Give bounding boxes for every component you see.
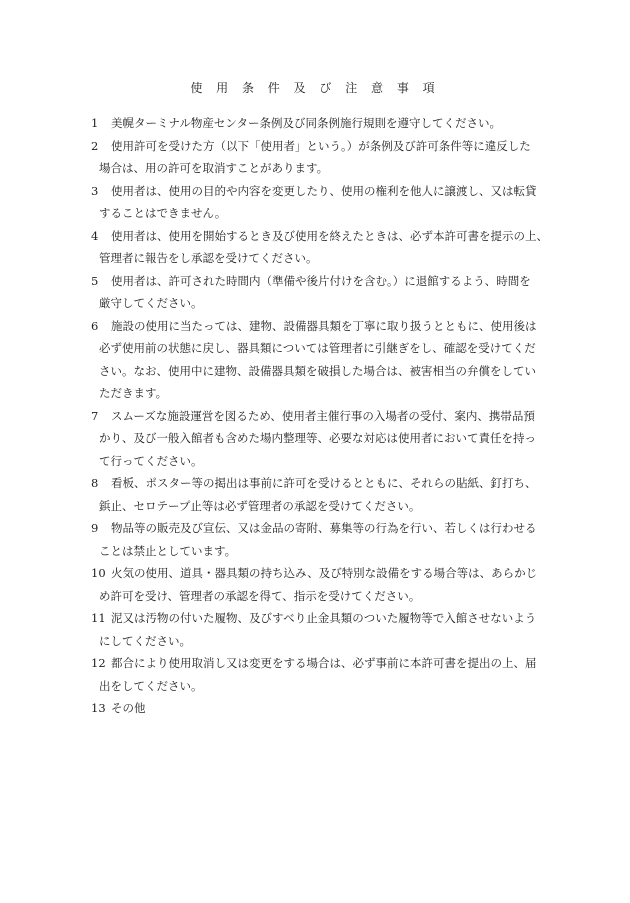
item-number: 5	[91, 273, 99, 288]
item-text-line: ことは禁止としています。	[99, 543, 237, 558]
item-number: 12	[91, 656, 106, 670]
item-text-line: 泥又は汚物の付いた履物、及びすべり止金具類のついた履物等で入館させないよう	[111, 611, 537, 625]
list-item	[91, 225, 561, 270]
item-text-line: 使用許可を受けた方（以下「使用者」という。）が条例及び許可条件等に違反した	[111, 138, 531, 153]
item-number: 13	[91, 701, 106, 715]
list-item	[91, 562, 561, 607]
item-text-line: 火気の使用、道具・器具類の持ち込み、及び特別な設備をする場合等は、あらかじ	[111, 566, 538, 580]
item-text-line: 施設の使用に当たっては、建物、設備器具類を丁寧に取り扱うとともに、使用後は	[111, 318, 537, 333]
item-text-line: することはできません。	[99, 206, 227, 220]
terms-list	[91, 112, 561, 720]
list-item	[91, 270, 561, 315]
item-number: 7	[91, 408, 99, 423]
item-text-line: て行ってください。	[99, 453, 203, 468]
item-text-line: 管理者に報告をし承認を受けてください。	[99, 251, 318, 265]
item-number: 1	[91, 116, 99, 130]
item-text-line: 看板、ポスター等の掲出は事前に許可を受けるとともに、それらの貼紙、釘打ち、	[111, 476, 537, 490]
item-number: 4	[91, 228, 99, 243]
item-text-line: さい。なお、使用中に建物、設備器具類を破損した場合は、被害相当の弁償をしてい	[99, 363, 536, 378]
item-text-line: かり、及び一般入館者も含めた場内整理等、必要な対応は使用者において責任を持っ	[99, 431, 536, 445]
item-text-line: 使用者は、許可された時間内（準備や後片付けを含む。）に退館するよう、時間を	[111, 273, 531, 288]
list-item	[91, 180, 561, 225]
list-item	[91, 472, 561, 517]
list-item	[91, 112, 561, 135]
item-text-line: 使用者は、使用の目的や内容を変更したり、使用の権利を他人に譲渡し、又は転貸	[111, 183, 537, 198]
item-text-line: 使用者は、使用を開始するとき及び使用を終えたときは、必ず本許可書を提示の上、	[111, 228, 548, 243]
list-item	[91, 607, 561, 652]
item-number: 2	[91, 138, 99, 153]
list-item	[91, 697, 561, 720]
document-title: 使 用 条 件 及 び 注 意 事 項	[190, 81, 440, 95]
item-number: 3	[91, 183, 99, 198]
item-text-line: ただきます。	[99, 386, 168, 400]
list-item	[91, 315, 561, 405]
item-number: 6	[91, 318, 99, 333]
item-text-line: 物品等の販売及び宣伝、又は金品の寄附、募集等の行為を行い、若しくは行わせる	[111, 521, 537, 535]
item-text-line: 鋲止、セロテープ止等は必ず管理者の承認を受けてください。	[99, 498, 421, 513]
item-number: 10	[91, 566, 106, 580]
list-item	[91, 652, 561, 697]
item-text-line: 都合により使用取消し又は変更をする場合は、必ず事前に本許可書を提出の上、届	[111, 656, 537, 670]
item-text-line: 必ず使用前の状態に戻し、器具類については管理者に引継ぎをし、確認を受けてくだ	[99, 341, 536, 355]
item-text-line: その他	[111, 701, 146, 715]
item-text-line: 厳守してください。	[99, 296, 203, 310]
list-item	[91, 135, 561, 180]
item-text-line: にしてください。	[99, 633, 191, 648]
list-item	[91, 517, 561, 562]
item-text-line: 出をしてください。	[99, 678, 203, 693]
list-item	[91, 405, 561, 473]
item-text-line: 場合は、用の許可を取消すことがあります。	[99, 161, 329, 175]
item-number: 8	[91, 476, 99, 490]
item-text-line: 美幌ターミナル物産センター条例及び同条例施行規則を遵守してください。	[111, 116, 501, 130]
item-text-line: スムーズな施設運営を図るため、使用者主催行事の入場者の受付、案内、携帯品預	[111, 408, 535, 423]
item-text-line: め許可を受け、管理者の承認を得て、指示を受けてください。	[99, 588, 421, 603]
item-number: 9	[91, 521, 99, 535]
item-number: 11	[91, 611, 106, 625]
